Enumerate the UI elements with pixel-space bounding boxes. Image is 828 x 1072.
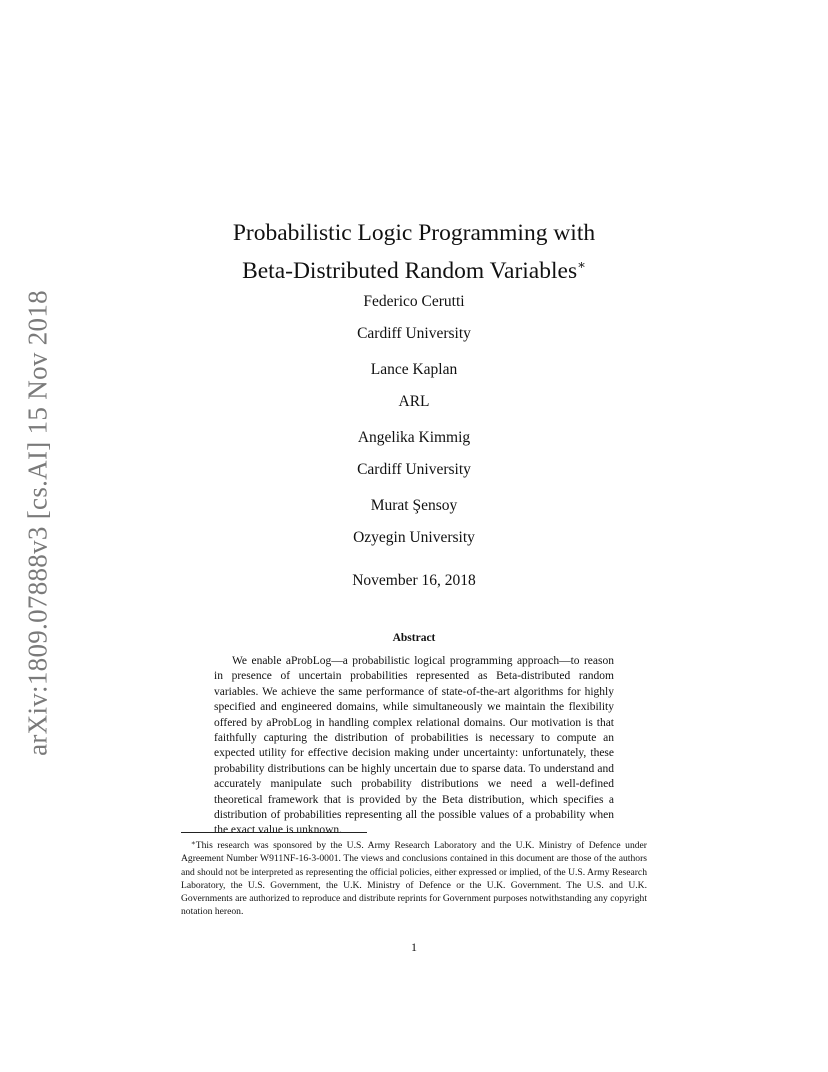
footnote [181, 837, 647, 919]
title-footnote-mark: ∗ [577, 257, 586, 272]
footnote-mark: ∗ [191, 839, 196, 847]
footnote-text: This research was sponsored by the U.S. Army Research Laboratory and the U.K. Ministry of Defence under Agreement Number W911NF-16-3-0001. The views and conclusions contained in this document are those of the authors and should not be interpreted as representing the official policies, either expressed or implied, of the U.S. Army Research Laboratory, the U.S. Government, the U.K. Ministry of Defence or the U.K. Government. The U.S. and U.K. Governments are authorized to reproduce and distribute reprints for Government purposes notwithstanding any copyright notation hereon. [181, 840, 647, 918]
title-line-1: Probabilistic Logic Programming with [232, 220, 596, 246]
author-affiliation: Cardiff University [357, 461, 471, 478]
author-name: Angelika Kimmig [357, 429, 471, 446]
author-list [0, 292, 828, 564]
publication-date: November 16, 2018 [352, 572, 476, 589]
title-line-2-text: Beta-Distributed Random Variables [242, 258, 578, 284]
arxiv-identifier-stamp: arXiv:1809.07888v3 [cs.AI] 15 Nov 2018 [22, 290, 53, 756]
title-line-2 [0, 249, 828, 287]
author-entry [0, 292, 828, 344]
author-name: Lance Kaplan [370, 361, 458, 378]
abstract-text: We enable aProbLog—a probabilistic logical programming approach—to reason in presence of uncertain probabilities represented as Beta-distributed random variables. We achieve the same performance of state-of-the-art algorithms for highly specified and engineered domains, while simultaneously we maintain the flexibility offered by aProbLog in handling complex relational domains. Our motivation is that faithfully capturing the distribution of probabilities is necessary to compute an expected utility for effective decision making under uncertainty: unfortunately, these probability distributions can be highly uncertain due to sparse data. To understand and accurately manipulate such probability distributions we need a well-defined theoretical framework that is provided by the Beta distribution, which specifies a distribution of probabilities representing all the possible values of a probability when the exact value is unknown. [214, 655, 614, 837]
abstract-heading: Abstract [392, 632, 436, 644]
author-affiliation: Cardiff University [357, 325, 471, 342]
author-entry [0, 496, 828, 548]
paper-title [0, 218, 828, 287]
page-number: 1 [411, 940, 417, 954]
author-name: Murat Şensoy [370, 497, 458, 514]
author-affiliation: Ozyegin University [353, 529, 475, 546]
author-entry [0, 360, 828, 412]
author-entry [0, 428, 828, 480]
author-name: Federico Cerutti [363, 293, 465, 310]
footnote-divider [181, 832, 367, 833]
author-affiliation: ARL [398, 393, 430, 410]
